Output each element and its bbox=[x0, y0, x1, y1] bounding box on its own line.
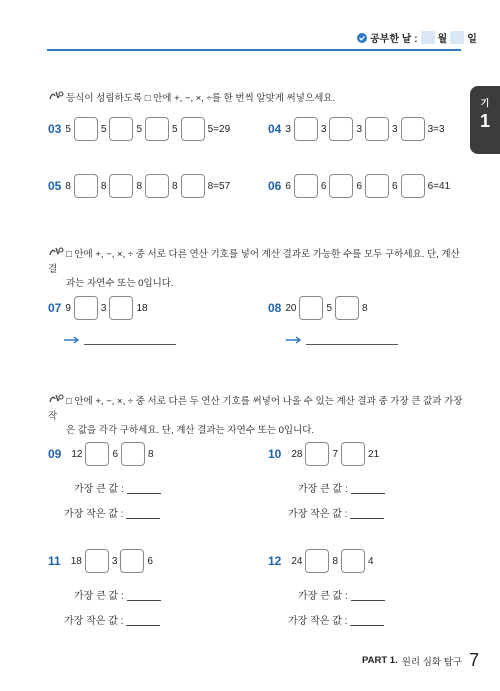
pencil-hint-icon bbox=[48, 246, 64, 263]
operator-box[interactable] bbox=[121, 442, 145, 466]
study-date bbox=[357, 30, 477, 45]
problem-04 bbox=[268, 117, 445, 141]
equation-result: 8=57 bbox=[207, 180, 231, 192]
min-answer-line[interactable] bbox=[350, 518, 384, 519]
day-box[interactable] bbox=[450, 31, 464, 44]
operator-box[interactable] bbox=[299, 296, 323, 320]
header-rule bbox=[47, 49, 461, 51]
min-label: 가장 작은 값 : bbox=[64, 509, 124, 520]
problem-12 bbox=[268, 549, 374, 573]
problem-number: 10 bbox=[268, 447, 282, 461]
operator-box[interactable] bbox=[401, 117, 425, 141]
answer-line-08[interactable] bbox=[306, 344, 398, 345]
operator-box[interactable] bbox=[181, 117, 205, 141]
section3-text-line2: 은 값을 각각 구하세요. 단, 계산 결과는 자연수 또는 0입니다. bbox=[66, 425, 315, 436]
operand: 6 bbox=[112, 448, 119, 460]
problem-number: 09 bbox=[48, 447, 62, 461]
min-row-09 bbox=[64, 505, 160, 520]
operand: 9 bbox=[65, 302, 71, 314]
operator-box[interactable] bbox=[305, 442, 329, 466]
operand: 7 bbox=[332, 448, 339, 460]
problem-number: 06 bbox=[268, 179, 282, 193]
page-footer bbox=[362, 650, 479, 671]
max-label: 가장 큰 값 : bbox=[74, 484, 124, 495]
max-answer-line[interactable] bbox=[351, 493, 385, 494]
chapter-tab-number: 1 bbox=[479, 111, 490, 131]
study-label: 공부한 날 : bbox=[370, 34, 418, 45]
operand: 5 bbox=[172, 123, 178, 135]
max-answer-line[interactable] bbox=[351, 600, 385, 601]
operand: 3 bbox=[285, 123, 291, 135]
problem-number: 03 bbox=[48, 122, 62, 136]
problem-03 bbox=[48, 117, 230, 141]
section2-text-line1: □ 안에 +, −, ×, ÷ 중 서로 다른 연산 기호를 넣어 계산 결과로 가능한 수를 모두 구하세요. 단, 계산 결 bbox=[48, 249, 460, 275]
operator-box[interactable] bbox=[341, 442, 365, 466]
problem-number: 11 bbox=[48, 554, 61, 568]
max-label: 가장 큰 값 : bbox=[298, 591, 348, 602]
operand: 6 bbox=[285, 180, 291, 192]
min-row-11 bbox=[64, 612, 160, 627]
operand: 4 bbox=[368, 555, 374, 567]
operator-box[interactable] bbox=[329, 174, 353, 198]
operator-box[interactable] bbox=[74, 296, 98, 320]
section2-instruction bbox=[48, 246, 468, 291]
operand: 5 bbox=[326, 302, 333, 314]
check-circle-icon bbox=[357, 33, 367, 43]
operator-box[interactable] bbox=[294, 174, 318, 198]
operand: 8 bbox=[148, 448, 154, 460]
operator-box[interactable] bbox=[329, 117, 353, 141]
section3-text-line1: □ 안에 +, −, ×, ÷ 중 서로 다른 두 연산 기호를 써넣어 나올 수 있는 계산 결과 중 가장 큰 값과 가장 작 bbox=[48, 396, 463, 422]
footer-title: 원리 심화 탐구 bbox=[401, 656, 463, 668]
footer-part: PART 1. bbox=[362, 655, 398, 666]
min-label: 가장 작은 값 : bbox=[64, 616, 124, 627]
operator-box[interactable] bbox=[294, 117, 318, 141]
operand: 3 bbox=[320, 123, 327, 135]
operand: 8 bbox=[100, 180, 107, 192]
max-label: 가장 큰 값 : bbox=[298, 484, 348, 495]
problem-number: 07 bbox=[48, 301, 62, 315]
operand: 28 bbox=[291, 448, 303, 460]
operand: 5 bbox=[100, 123, 107, 135]
operator-box[interactable] bbox=[335, 296, 359, 320]
operand: 5 bbox=[65, 123, 71, 135]
problem-number: 05 bbox=[48, 179, 62, 193]
pencil-hint-icon bbox=[48, 90, 64, 107]
page-number: 7 bbox=[469, 650, 480, 670]
operand: 8 bbox=[332, 555, 339, 567]
operand: 12 bbox=[71, 448, 83, 460]
operand: 8 bbox=[362, 302, 368, 314]
operand: 20 bbox=[285, 302, 297, 314]
section3-instruction bbox=[48, 393, 468, 438]
max-answer-line[interactable] bbox=[127, 600, 161, 601]
section2-text-line2: 과는 자연수 또는 0입니다. bbox=[66, 278, 174, 289]
problem-07 bbox=[48, 296, 148, 320]
min-answer-line[interactable] bbox=[126, 518, 160, 519]
operand: 6 bbox=[147, 555, 153, 567]
problem-number: 04 bbox=[268, 122, 282, 136]
operand: 3 bbox=[111, 555, 118, 567]
operand: 3 bbox=[356, 123, 363, 135]
operator-box[interactable] bbox=[365, 174, 389, 198]
operator-box[interactable] bbox=[109, 296, 133, 320]
operator-box[interactable] bbox=[85, 442, 109, 466]
operand: 8 bbox=[65, 180, 71, 192]
operand: 6 bbox=[320, 180, 327, 192]
operand: 6 bbox=[356, 180, 363, 192]
operator-box[interactable] bbox=[74, 117, 98, 141]
max-row-11 bbox=[74, 587, 161, 602]
operand: 24 bbox=[291, 555, 303, 567]
operator-box[interactable] bbox=[109, 174, 133, 198]
equation-result: 6=41 bbox=[427, 180, 451, 192]
operand: 3 bbox=[392, 123, 398, 135]
chapter-tab bbox=[470, 86, 500, 154]
operand: 5 bbox=[136, 123, 143, 135]
month-label: 월 bbox=[437, 34, 448, 45]
section1-instruction bbox=[48, 90, 468, 107]
answer-arrow-icon bbox=[64, 336, 80, 344]
answer-line-07[interactable] bbox=[84, 344, 176, 345]
problem-number: 12 bbox=[268, 554, 282, 568]
operator-box[interactable] bbox=[145, 117, 169, 141]
max-row-10 bbox=[298, 480, 385, 495]
max-label: 가장 큰 값 : bbox=[74, 591, 124, 602]
month-box[interactable] bbox=[421, 31, 435, 44]
operator-box[interactable] bbox=[85, 549, 109, 573]
problem-05 bbox=[48, 174, 230, 198]
pencil-hint-icon bbox=[48, 393, 64, 410]
operator-box[interactable] bbox=[145, 174, 169, 198]
min-answer-line[interactable] bbox=[126, 625, 160, 626]
operand: 8 bbox=[136, 180, 143, 192]
problem-09 bbox=[48, 442, 154, 466]
operator-box[interactable] bbox=[120, 549, 144, 573]
operator-box[interactable] bbox=[181, 174, 205, 198]
operator-box[interactable] bbox=[74, 174, 98, 198]
problem-11 bbox=[48, 549, 153, 573]
operator-box[interactable] bbox=[305, 549, 329, 573]
equation-result: 3=3 bbox=[427, 123, 445, 135]
problem-08 bbox=[268, 296, 368, 320]
operand: 8 bbox=[172, 180, 178, 192]
operand: 6 bbox=[392, 180, 398, 192]
min-label: 가장 작은 값 : bbox=[288, 509, 348, 520]
section1-text: 등식이 성립하도록 □ 안에 +, −, ×, ÷를 한 번씩 알맞게 써넣으세요. bbox=[66, 93, 336, 104]
problem-number: 08 bbox=[268, 301, 282, 315]
min-row-12 bbox=[288, 612, 384, 627]
day-label: 일 bbox=[467, 34, 477, 45]
operand: 18 bbox=[136, 302, 148, 314]
min-label: 가장 작은 값 : bbox=[288, 616, 348, 627]
operator-box[interactable] bbox=[401, 174, 425, 198]
answer-arrow-icon bbox=[286, 336, 302, 344]
chapter-tab-small: 기 bbox=[480, 98, 490, 108]
operator-box[interactable] bbox=[109, 117, 133, 141]
operator-box[interactable] bbox=[365, 117, 389, 141]
problem-06 bbox=[268, 174, 450, 198]
min-row-10 bbox=[288, 505, 384, 520]
operand: 3 bbox=[100, 302, 107, 314]
max-answer-line[interactable] bbox=[127, 493, 161, 494]
equation-result: 5=29 bbox=[207, 123, 231, 135]
max-row-09 bbox=[74, 480, 161, 495]
operand: 18 bbox=[70, 555, 82, 567]
operand: 21 bbox=[368, 448, 380, 460]
min-answer-line[interactable] bbox=[350, 625, 384, 626]
max-row-12 bbox=[298, 587, 385, 602]
problem-10 bbox=[268, 442, 379, 466]
operator-box[interactable] bbox=[341, 549, 365, 573]
